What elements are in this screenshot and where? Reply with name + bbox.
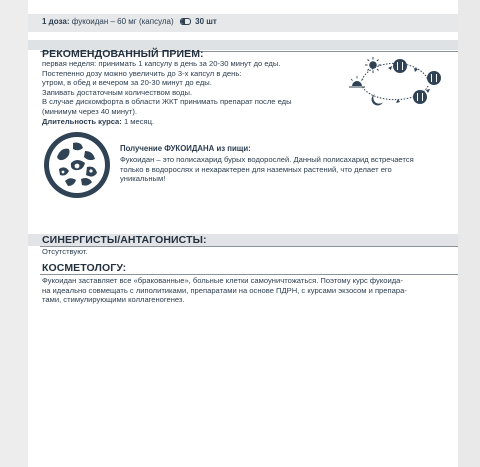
sun-moon-meal-cycle-icon: [348, 56, 444, 106]
capsule-icon: [180, 18, 191, 25]
recommended-title: РЕКОМЕНДОВАННЫЙ ПРИЕМ:: [42, 48, 204, 60]
recommended-text: [42, 59, 342, 117]
course-value: 1 месяц.: [123, 117, 155, 126]
recommended-line: утром, в обед и вечером за 20-30 минут до еды.: [42, 78, 212, 88]
dose-count: 30 шт: [195, 17, 217, 26]
moon-icon: [372, 94, 383, 105]
synergy-title: СИНЕРГИСТЫ/АНТАГОНИСТЫ:: [42, 234, 207, 246]
food-line: Фукоидан – это полисахарид бурых водорослей. Данный полисахарид встречается: [120, 155, 414, 164]
cosmetologist-title: КОСМЕТОЛОГУ:: [42, 262, 127, 274]
left-margin-bar: [0, 0, 28, 467]
section-rule: [40, 274, 458, 275]
cosmetologist-line: Фукоидан заставляет все «бракованные», больные клетки самоуничтожаться. Поэтому курс фукоида-: [42, 276, 403, 285]
course-label: Длительность курса:: [42, 117, 122, 126]
dose-value: фукоидан – 60 мг (капсула): [71, 17, 174, 26]
recommended-line: В случае дискомфорта в области ЖКТ принимать препарат после еды: [42, 97, 292, 107]
course-duration: [42, 117, 154, 127]
recommended-line: первая неделя: принимать 1 капсулу в день за 20-30 минут до еды.: [42, 59, 281, 68]
sunrise-icon: [349, 76, 365, 87]
section-rule: [40, 246, 458, 247]
sun-icon: [365, 57, 381, 73]
synergy-text: Отсутствуют.: [42, 247, 88, 256]
food-title: Получение ФУКОИДАНА из пищи:: [120, 144, 251, 153]
food-text: [120, 155, 450, 184]
dose-line: [42, 17, 217, 26]
food-line: только в водорослях и нехарактерен для наземных растений, что делает его: [120, 164, 392, 174]
food-plate-icon: [43, 131, 111, 199]
cosmetologist-text: [42, 276, 452, 305]
page-edge: [458, 0, 480, 467]
dose-label: 1 доза:: [42, 17, 70, 26]
recommended-line: Постепенно дозу можно увеличить до 3-х капсул в день:: [42, 68, 242, 78]
recommended-line: Запивать достаточным количеством воды.: [42, 87, 193, 97]
recommended-line: (минимум через 40 минут).: [42, 106, 137, 116]
meal-icon: [393, 59, 441, 104]
food-line: уникальным!: [120, 174, 166, 184]
cosmetologist-line: тами, стимулирующими коллагеногенез.: [42, 295, 185, 305]
cosmetologist-line: на идеально совмещать с липолитиками, препаратами на основе ПДРН, с курсами экзосом и препара-: [42, 285, 407, 295]
